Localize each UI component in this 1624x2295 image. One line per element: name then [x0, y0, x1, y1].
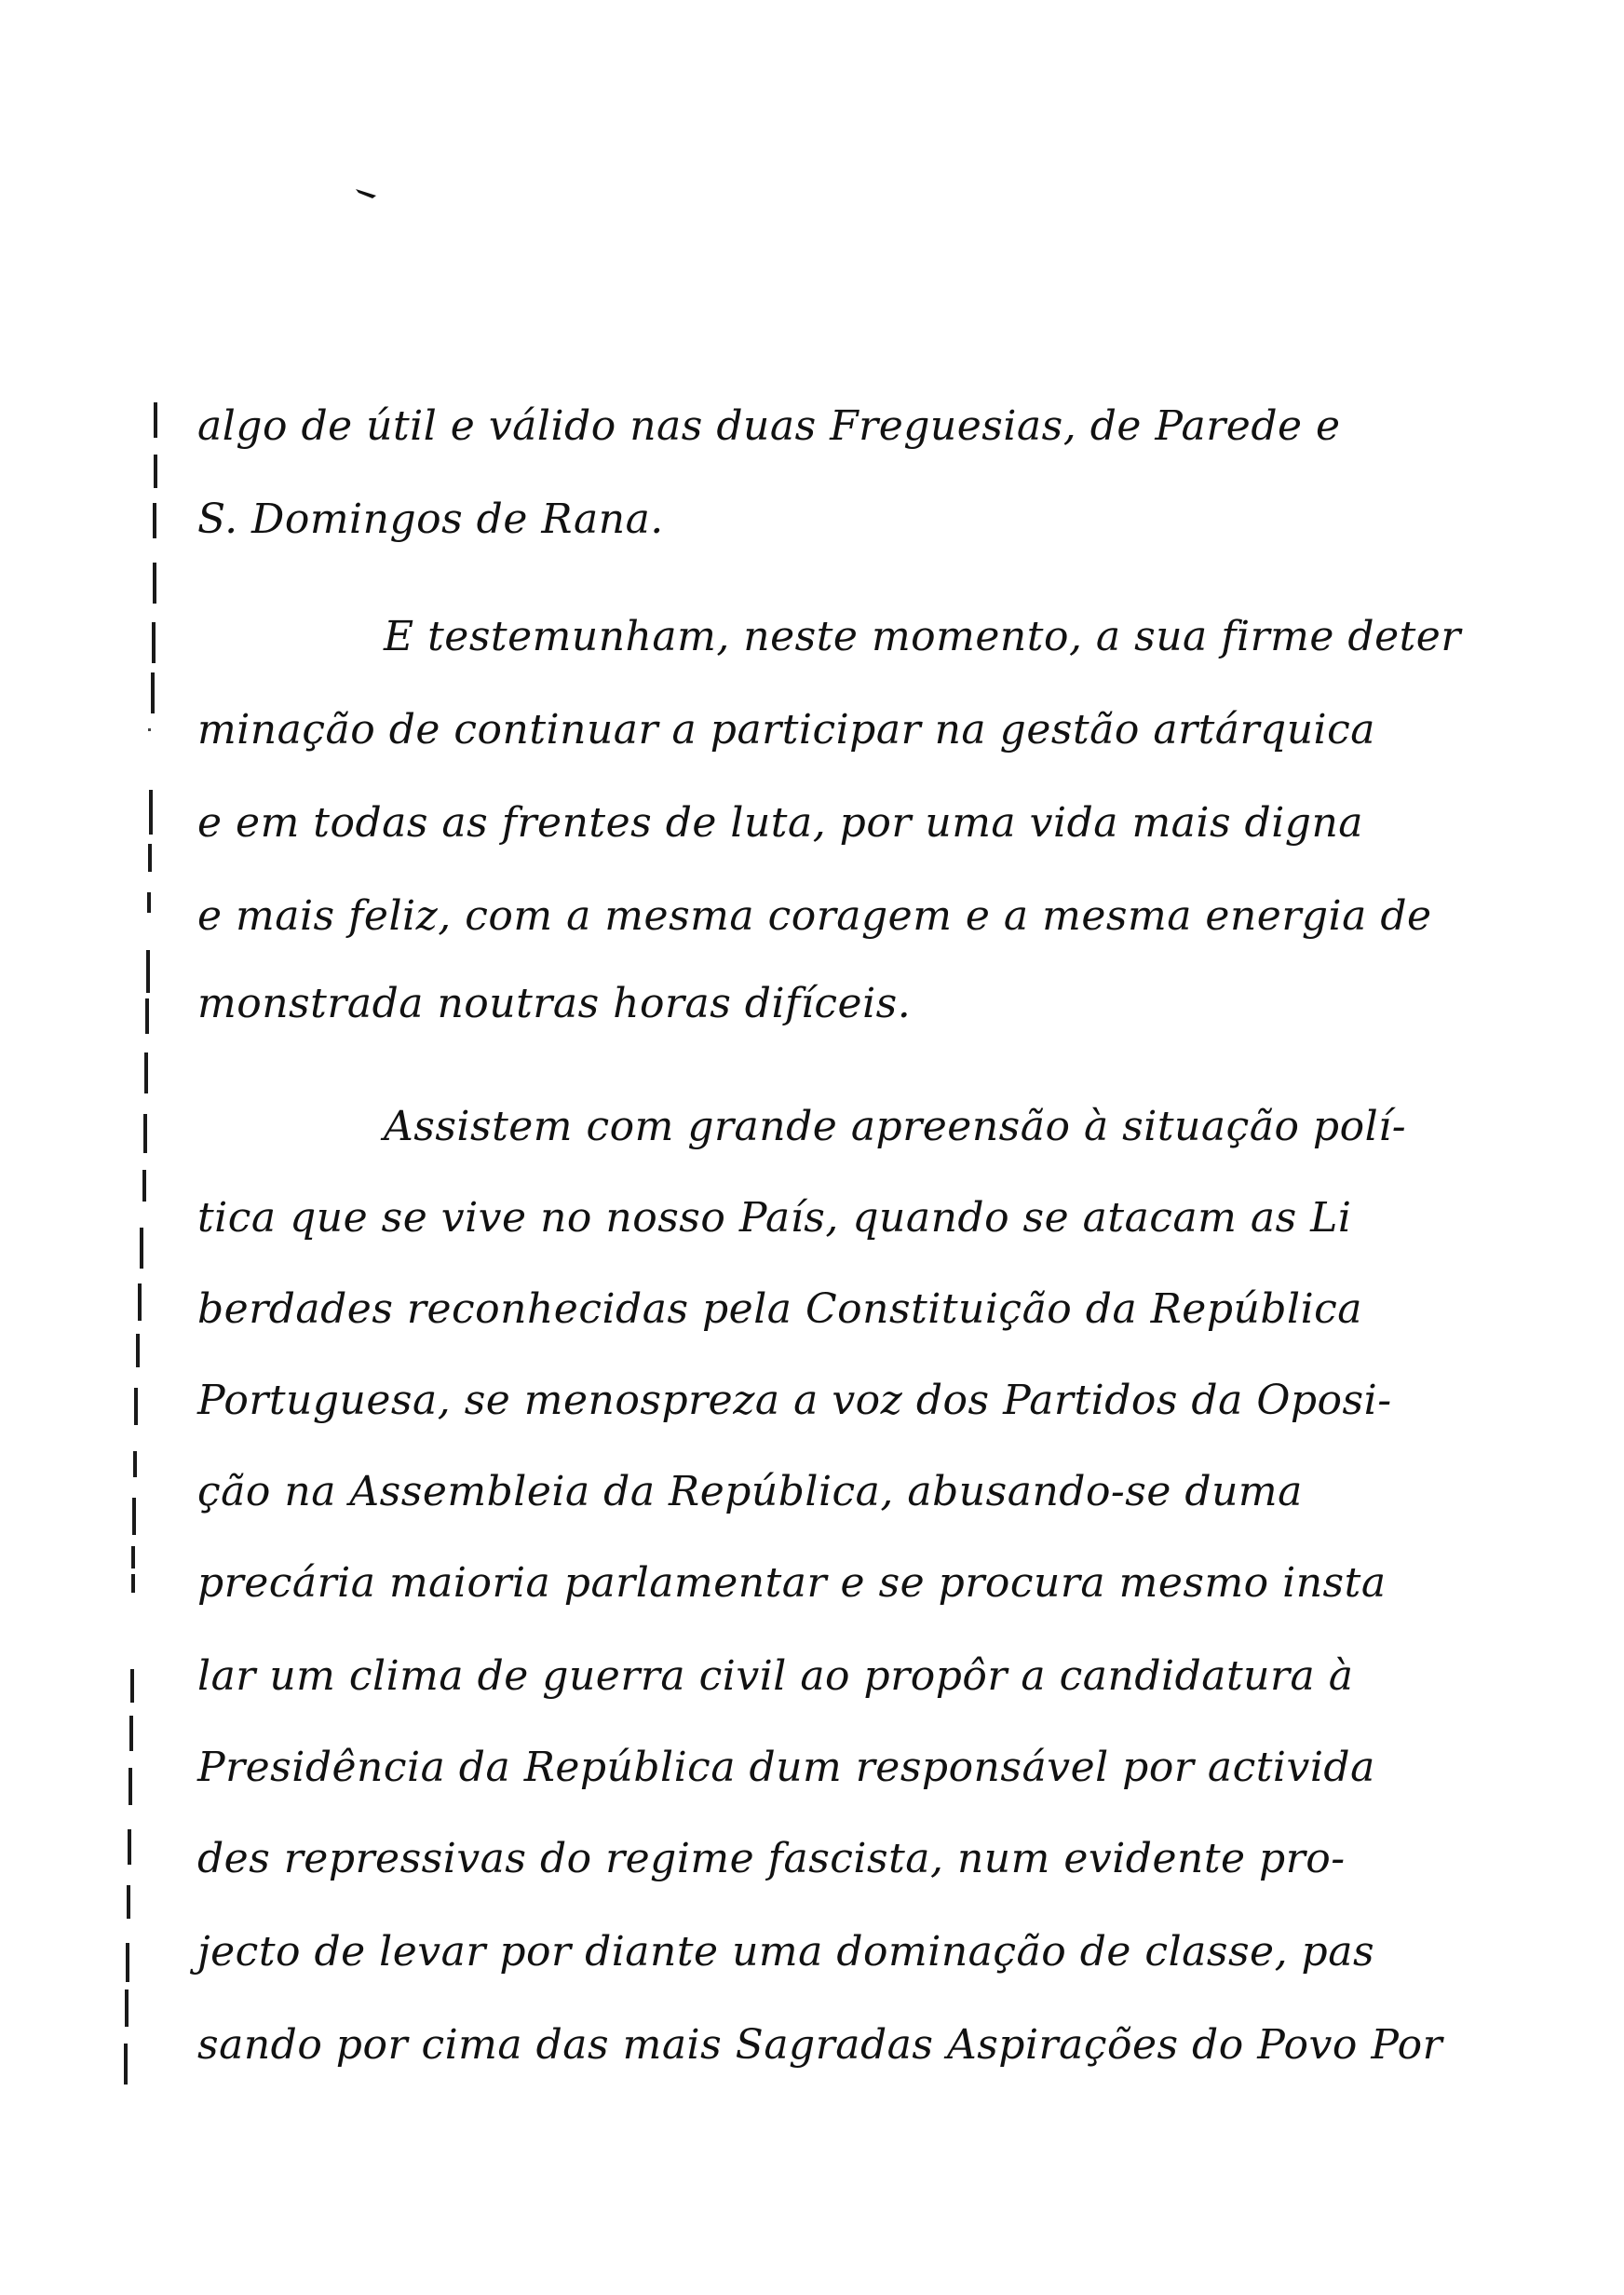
text-line: des repressivas do regime fascista, num evidente pro-	[197, 1835, 1346, 1882]
margin-bar	[149, 790, 153, 835]
margin-bar	[129, 1716, 133, 1751]
margin-bar	[142, 1170, 146, 1202]
margin-bar	[131, 1546, 135, 1568]
text-line: precária maioria parlamentar e se procura mesmo insta	[197, 1559, 1387, 1607]
stray-mark	[356, 186, 376, 199]
margin-bar	[152, 622, 156, 663]
margin-bar	[145, 998, 149, 1034]
text-line: algo de útil e válido nas duas Freguesias, de Parede e	[197, 402, 1341, 450]
margin-bar	[125, 1989, 129, 2027]
margin-bar	[129, 1768, 132, 1805]
margin-bar	[144, 1052, 148, 1093]
margin-bar	[133, 1451, 137, 1477]
margin-bar	[154, 402, 157, 438]
text-line: lar um clima de guerra civil ao propôr a candidatura à	[197, 1652, 1354, 1700]
margin-bar	[138, 1283, 142, 1321]
text-line: tica que se vive no nosso País, quando se atacam as Li	[197, 1194, 1352, 1242]
text-line: ção na Assembleia da República, abusando-se duma	[197, 1468, 1303, 1515]
margin-bar	[147, 892, 151, 913]
text-line: e mais feliz, com a mesma coragem e a mesma energia de	[197, 892, 1432, 940]
text-line: berdades reconhecidas pela Constituição da República	[197, 1285, 1363, 1333]
margin-bar	[126, 1943, 129, 1982]
text-line: S. Domingos de Rana.	[197, 496, 664, 543]
margin-bar	[140, 1228, 143, 1269]
text-line: Assistem com grande apreensão à situação polí-	[384, 1103, 1407, 1150]
text-line: E testemunham, neste momento, a sua firme deter	[384, 613, 1461, 660]
margin-bar	[154, 455, 157, 488]
margin-bar	[151, 672, 155, 713]
margin-bar	[153, 503, 156, 538]
margin-bar	[143, 1114, 147, 1153]
margin-bar	[124, 2044, 128, 2085]
margin-bar	[128, 1829, 131, 1865]
margin-bar	[136, 1334, 140, 1367]
margin-bar	[153, 563, 156, 604]
margin-dot	[148, 728, 151, 731]
margin-bar	[131, 1574, 135, 1593]
margin-bar	[148, 844, 152, 872]
text-line: Presidência da República dum responsável por activida	[197, 1744, 1375, 1791]
text-line: e em todas as frentes de luta, por uma vida mais digna	[197, 799, 1364, 847]
text-line: Portuguesa, se menospreza a voz dos Partidos da Oposi-	[197, 1377, 1392, 1424]
margin-bar	[132, 1498, 136, 1535]
margin-bar	[146, 950, 150, 993]
margin-bar	[134, 1388, 138, 1425]
margin-bar	[130, 1669, 134, 1703]
margin-bar	[127, 1885, 130, 1919]
text-line: monstrada noutras horas difíceis.	[197, 980, 912, 1027]
text-line: jecto de levar por diante uma dominação de classe, pas	[197, 1928, 1375, 1976]
text-line: sando por cima das mais Sagradas Aspirações do Povo Por	[197, 2021, 1443, 2069]
text-line: minação de continuar a participar na gestão artárquica	[197, 706, 1375, 754]
